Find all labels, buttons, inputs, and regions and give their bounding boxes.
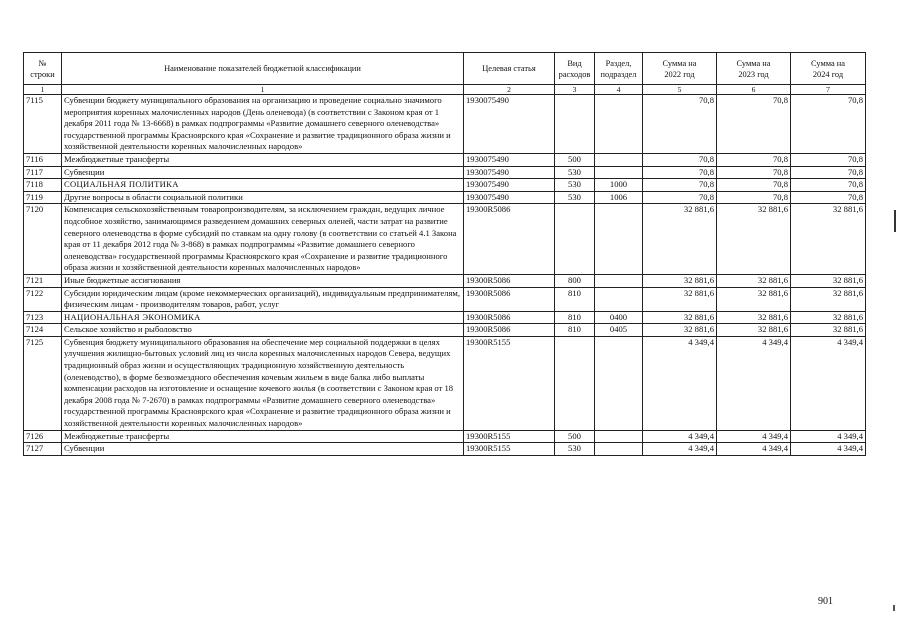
row-number-cell: 7126 (24, 430, 62, 443)
indicator-name-cell: Другие вопросы в области социальной политики (62, 191, 464, 204)
indicator-name-cell: Компенсация сельскохозяйственным товаропроизводителям, за исключением граждан, ведущих личное подсобное хозяйство, занимающимся разведением домашних северных оленей, части затрат на развитие северного оленеводства в форме субсидий по ставкам на одну голову (в соответствии со статьей 4.1 Закона края от 11 декабря 2012 года № 3-868) в рамках подпрограммы «Развитие домашнего северного оленеводства» государственной программы Красноярского края «Сохранение и развитие традиционного образа жизни и хозяйственной деятельности коренных малочисленных народов» (62, 204, 464, 275)
section-cell (595, 336, 643, 430)
table-row (24, 191, 866, 204)
table-row (24, 153, 866, 166)
row-number-cell: 7115 (24, 95, 62, 154)
indicator-name-cell: Межбюджетные трансферты (62, 153, 464, 166)
budget-sheet (23, 52, 865, 456)
target-article-cell: 19300R5086 (464, 204, 555, 275)
header-expense-type: Вид расходов (555, 53, 595, 85)
sum-2023-cell: 70,8 (717, 153, 791, 166)
target-article-cell: 19300R5155 (464, 430, 555, 443)
sum-2023-cell: 4 349,4 (717, 443, 791, 456)
table-body (24, 95, 866, 456)
section-cell: 1006 (595, 191, 643, 204)
table-row (24, 336, 866, 430)
sum-2024-cell: 4 349,4 (791, 430, 866, 443)
column-number: 1 (24, 85, 62, 95)
row-number-cell: 7118 (24, 179, 62, 192)
row-number-cell: 7119 (24, 191, 62, 204)
table-header-row (24, 53, 866, 85)
sum-2024-cell: 70,8 (791, 179, 866, 192)
indicator-name-cell: Субвенции бюджету муниципального образования на организацию и проведение социально значимого мероприятия коренных малочисленных народов (День оленевода) (в соответствии с Законом края от 1 декабря 2011 года № 13-6668) в рамках подпрограммы «Развитие домашнего северного оленеводства» государственной программы Красноярского края «Сохранение и развитие традиционного образа жизни и хозяйственной деятельности коренных малочисленных народов» (62, 95, 464, 154)
target-article-cell: 1930075490 (464, 95, 555, 154)
sum-2022-cell: 70,8 (643, 191, 717, 204)
sum-2023-cell: 70,8 (717, 179, 791, 192)
sum-2024-cell: 32 881,6 (791, 324, 866, 337)
sum-2024-cell: 32 881,6 (791, 311, 866, 324)
target-article-cell: 1930075490 (464, 179, 555, 192)
table-row (24, 166, 866, 179)
sum-2023-cell: 4 349,4 (717, 430, 791, 443)
indicator-name-cell: Субвенция бюджету муниципального образования на обеспечение мер социальной поддержки в целях улучшения жилищно-бытовых условий лиц из числа коренных малочисленных народов Севера, ведущих традиционный образ жизни и осуществляющих традиционную хозяйственную деятельность (оленеводство), в форме безвозмездного обеспечения кочевым жильем в виде балка либо выплаты компенсации расходов на изготовление и оснащение кочевого жилья (в соответствии с Законом края от 18 декабря 2008 года № 7-2670) в рамках подпрограммы «Развитие домашнего северного оленеводства» государственной программы Красноярского края «Сохранение и развитие традиционного образа жизни и хозяйственной деятельности коренных малочисленных народов» (62, 336, 464, 430)
expense-type-cell: 800 (555, 274, 595, 287)
page-number: 901 (818, 596, 833, 607)
table-row (24, 311, 866, 324)
sum-2022-cell: 32 881,6 (643, 204, 717, 275)
indicator-name-cell: Сельское хозяйство и рыболовство (62, 324, 464, 337)
sum-2022-cell: 4 349,4 (643, 443, 717, 456)
sum-2022-cell: 32 881,6 (643, 324, 717, 337)
indicator-name-cell: СОЦИАЛЬНАЯ ПОЛИТИКА (62, 179, 464, 192)
indicator-name-cell: Иные бюджетные ассигнования (62, 274, 464, 287)
target-article-cell: 19300R5086 (464, 274, 555, 287)
sum-2024-cell: 4 349,4 (791, 336, 866, 430)
indicator-name-cell: Межбюджетные трансферты (62, 430, 464, 443)
expense-type-cell (555, 204, 595, 275)
expense-type-cell (555, 336, 595, 430)
sum-2023-cell: 70,8 (717, 191, 791, 204)
expense-type-cell: 810 (555, 311, 595, 324)
sum-2022-cell: 4 349,4 (643, 336, 717, 430)
sum-2023-cell: 70,8 (717, 166, 791, 179)
table-row (24, 274, 866, 287)
sum-2022-cell: 32 881,6 (643, 311, 717, 324)
column-number: 6 (717, 85, 791, 95)
table-row (24, 324, 866, 337)
column-number: 5 (643, 85, 717, 95)
sum-2023-cell: 4 349,4 (717, 336, 791, 430)
section-cell (595, 287, 643, 311)
row-number-cell: 7121 (24, 274, 62, 287)
sum-2023-cell: 32 881,6 (717, 204, 791, 275)
sum-2022-cell: 70,8 (643, 179, 717, 192)
section-cell (595, 153, 643, 166)
target-article-cell: 19300R5086 (464, 311, 555, 324)
sum-2022-cell: 4 349,4 (643, 430, 717, 443)
row-number-cell: 7127 (24, 443, 62, 456)
table-row (24, 287, 866, 311)
sum-2024-cell: 70,8 (791, 95, 866, 154)
table-row (24, 179, 866, 192)
indicator-name-cell: НАЦИОНАЛЬНАЯ ЭКОНОМИКА (62, 311, 464, 324)
column-number-row (24, 85, 866, 95)
target-article-cell: 19300R5086 (464, 287, 555, 311)
header-indicator-name: Наименование показателей бюджетной классификации (62, 53, 464, 85)
column-number: 4 (595, 85, 643, 95)
scan-edge-mark (893, 605, 895, 611)
sum-2024-cell: 32 881,6 (791, 204, 866, 275)
row-number-cell: 7120 (24, 204, 62, 275)
header-sum-2023: Сумма на 2023 год (717, 53, 791, 85)
section-cell (595, 204, 643, 275)
header-target-article: Целевая статья (464, 53, 555, 85)
table-row (24, 443, 866, 456)
row-number-cell: 7125 (24, 336, 62, 430)
expense-type-cell: 530 (555, 443, 595, 456)
sum-2023-cell: 32 881,6 (717, 287, 791, 311)
expense-type-cell (555, 95, 595, 154)
target-article-cell: 1930075490 (464, 153, 555, 166)
target-article-cell: 19300R5155 (464, 336, 555, 430)
sum-2022-cell: 70,8 (643, 153, 717, 166)
sum-2024-cell: 32 881,6 (791, 274, 866, 287)
row-number-cell: 7124 (24, 324, 62, 337)
header-sum-2022: Сумма на 2022 год (643, 53, 717, 85)
target-article-cell: 1930075490 (464, 166, 555, 179)
indicator-name-cell: Субвенции (62, 443, 464, 456)
section-cell (595, 430, 643, 443)
section-cell (595, 274, 643, 287)
sum-2024-cell: 70,8 (791, 153, 866, 166)
budget-table (23, 52, 866, 456)
sum-2022-cell: 70,8 (643, 166, 717, 179)
indicator-name-cell: Субвенции (62, 166, 464, 179)
section-cell (595, 166, 643, 179)
column-number: 2 (464, 85, 555, 95)
scan-edge-mark (894, 210, 896, 232)
section-cell: 0400 (595, 311, 643, 324)
sum-2022-cell: 70,8 (643, 95, 717, 154)
section-cell: 1000 (595, 179, 643, 192)
row-number-cell: 7122 (24, 287, 62, 311)
row-number-cell: 7117 (24, 166, 62, 179)
expense-type-cell: 500 (555, 430, 595, 443)
sum-2023-cell: 70,8 (717, 95, 791, 154)
indicator-name-cell: Субсидии юридическим лицам (кроме некоммерческих организаций), индивидуальным предпринимателям, физическим лицам - производителям товаров, работ, услуг (62, 287, 464, 311)
sum-2024-cell: 70,8 (791, 191, 866, 204)
column-number: 7 (791, 85, 866, 95)
row-number-cell: 7116 (24, 153, 62, 166)
table-row (24, 95, 866, 154)
expense-type-cell: 530 (555, 191, 595, 204)
sum-2022-cell: 32 881,6 (643, 287, 717, 311)
sum-2024-cell: 4 349,4 (791, 443, 866, 456)
header-section: Раздел, подраздел (595, 53, 643, 85)
sum-2022-cell: 32 881,6 (643, 274, 717, 287)
section-cell: 0405 (595, 324, 643, 337)
expense-type-cell: 530 (555, 166, 595, 179)
sum-2023-cell: 32 881,6 (717, 324, 791, 337)
target-article-cell: 1930075490 (464, 191, 555, 204)
section-cell (595, 443, 643, 456)
expense-type-cell: 500 (555, 153, 595, 166)
sum-2023-cell: 32 881,6 (717, 311, 791, 324)
header-row-number: № строки (24, 53, 62, 85)
header-sum-2024: Сумма на 2024 год (791, 53, 866, 85)
expense-type-cell: 530 (555, 179, 595, 192)
expense-type-cell: 810 (555, 287, 595, 311)
sum-2023-cell: 32 881,6 (717, 274, 791, 287)
target-article-cell: 19300R5155 (464, 443, 555, 456)
section-cell (595, 95, 643, 154)
target-article-cell: 19300R5086 (464, 324, 555, 337)
expense-type-cell: 810 (555, 324, 595, 337)
table-row (24, 430, 866, 443)
column-number: 3 (555, 85, 595, 95)
sum-2024-cell: 32 881,6 (791, 287, 866, 311)
row-number-cell: 7123 (24, 311, 62, 324)
column-number: 1 (62, 85, 464, 95)
table-row (24, 204, 866, 275)
sum-2024-cell: 70,8 (791, 166, 866, 179)
